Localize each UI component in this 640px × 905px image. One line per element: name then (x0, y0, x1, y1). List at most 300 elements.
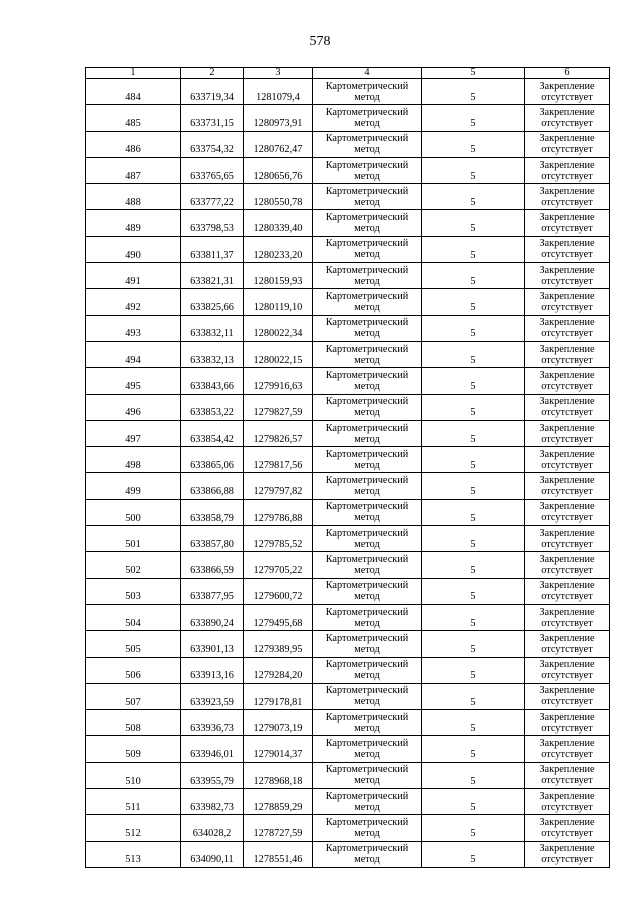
method-line1: Картометрический (325, 369, 409, 381)
fixing-cell (525, 263, 610, 289)
fixing-line2: отсутствует (541, 144, 593, 156)
accuracy-value: 5 (422, 815, 525, 841)
coordinate-y: 1278968,18 (244, 762, 313, 788)
fixing-line2: отсутствует (541, 591, 593, 603)
accuracy-value: 5 (422, 710, 525, 736)
coordinate-y: 1280233,20 (244, 236, 313, 262)
method-line2: метод (354, 433, 380, 445)
coordinate-x: 633877,95 (181, 578, 244, 604)
fixing-line2: отсутствует (541, 407, 593, 419)
method-line2: метод (354, 459, 380, 471)
point-number: 503 (86, 578, 181, 604)
table-row (86, 263, 610, 289)
fixing-line2: отсутствует (541, 223, 593, 235)
fixing-line1: Закрепление (539, 291, 595, 303)
method-line1: Картометрический (325, 448, 409, 460)
point-number: 509 (86, 736, 181, 762)
table-row (86, 184, 610, 210)
fixing-line1: Закрепление (539, 553, 595, 565)
method-cell (313, 841, 422, 867)
coordinate-x: 633798,53 (181, 210, 244, 236)
point-number: 485 (86, 105, 181, 131)
fixing-cell (525, 815, 610, 841)
column-header-4: 4 (313, 68, 422, 79)
method-cell (313, 683, 422, 709)
method-line1: Картометрический (325, 396, 409, 408)
coordinate-y: 1280762,47 (244, 131, 313, 157)
method-line2: метод (354, 591, 380, 603)
method-line2: метод (354, 486, 380, 498)
fixing-line1: Закрепление (539, 606, 595, 618)
method-line2: метод (354, 827, 380, 839)
method-cell (313, 341, 422, 367)
coordinate-x: 634028,2 (181, 815, 244, 841)
fixing-line1: Закрепление (539, 816, 595, 828)
point-number: 497 (86, 420, 181, 446)
coordinate-x: 633843,66 (181, 368, 244, 394)
table-row (86, 683, 610, 709)
coordinate-y: 1279705,22 (244, 552, 313, 578)
method-line1: Картометрический (325, 764, 409, 776)
column-header-5: 5 (422, 68, 525, 79)
fixing-line2: отсутствует (541, 170, 593, 182)
table-row (86, 841, 610, 867)
point-number: 491 (86, 263, 181, 289)
method-line1: Картометрический (325, 632, 409, 644)
method-line2: метод (354, 249, 380, 261)
coordinate-x: 633854,42 (181, 420, 244, 446)
fixing-line2: отсутствует (541, 512, 593, 524)
table-row (86, 131, 610, 157)
method-cell (313, 710, 422, 736)
fixing-line1: Закрепление (539, 659, 595, 671)
fixing-cell (525, 683, 610, 709)
point-number: 513 (86, 841, 181, 867)
coordinate-y: 1279826,57 (244, 420, 313, 446)
method-cell (313, 263, 422, 289)
fixing-line2: отсутствует (541, 854, 593, 866)
point-number: 508 (86, 710, 181, 736)
method-line2: метод (354, 380, 380, 392)
method-line1: Картометрический (325, 343, 409, 355)
fixing-line1: Закрепление (539, 133, 595, 145)
fixing-line1: Закрепление (539, 711, 595, 723)
fixing-line1: Закрепление (539, 185, 595, 197)
coordinate-y: 1281079,4 (244, 79, 313, 105)
accuracy-value: 5 (422, 499, 525, 525)
accuracy-value: 5 (422, 736, 525, 762)
coordinate-y: 1280022,34 (244, 315, 313, 341)
accuracy-value: 5 (422, 210, 525, 236)
coordinate-y: 1280159,93 (244, 263, 313, 289)
coordinate-x: 633731,15 (181, 105, 244, 131)
method-line2: метод (354, 144, 380, 156)
coordinate-y: 1279786,88 (244, 499, 313, 525)
accuracy-value: 5 (422, 289, 525, 315)
fixing-line1: Закрепление (539, 685, 595, 697)
page-number: 578 (309, 34, 331, 49)
accuracy-value: 5 (422, 368, 525, 394)
table-row (86, 447, 610, 473)
table-row (86, 604, 610, 630)
method-line2: метод (354, 749, 380, 761)
table-row (86, 341, 610, 367)
method-cell (313, 473, 422, 499)
table-row (86, 631, 610, 657)
fixing-line2: отсутствует (541, 249, 593, 261)
accuracy-value: 5 (422, 762, 525, 788)
fixing-line1: Закрепление (539, 501, 595, 513)
table-row (86, 105, 610, 131)
coordinate-x: 633853,22 (181, 394, 244, 420)
fixing-line1: Закрепление (539, 580, 595, 592)
method-cell (313, 447, 422, 473)
method-line1: Картометрический (325, 738, 409, 750)
table-row (86, 473, 610, 499)
fixing-cell (525, 447, 610, 473)
fixing-line2: отсутствует (541, 801, 593, 813)
coordinate-y: 1279014,37 (244, 736, 313, 762)
coordinate-x: 633866,88 (181, 473, 244, 499)
coordinate-y: 1280973,91 (244, 105, 313, 131)
accuracy-value: 5 (422, 841, 525, 867)
method-line1: Картометрический (325, 527, 409, 539)
coordinate-x: 633890,24 (181, 604, 244, 630)
fixing-cell (525, 604, 610, 630)
method-line2: метод (354, 223, 380, 235)
coordinate-x: 633946,01 (181, 736, 244, 762)
point-number: 493 (86, 315, 181, 341)
fixing-cell (525, 341, 610, 367)
coordinate-x: 634090,11 (181, 841, 244, 867)
fixing-line1: Закрепление (539, 238, 595, 250)
table-row (86, 736, 610, 762)
accuracy-value: 5 (422, 420, 525, 446)
method-line1: Картометрический (325, 422, 409, 434)
fixing-line1: Закрепление (539, 264, 595, 276)
fixing-line2: отсутствует (541, 538, 593, 550)
coordinate-y: 1279284,20 (244, 657, 313, 683)
fixing-line1: Закрепление (539, 448, 595, 460)
coordinate-y: 1280022,15 (244, 341, 313, 367)
fixing-line2: отсутствует (541, 617, 593, 629)
coordinate-x: 633955,79 (181, 762, 244, 788)
point-number: 505 (86, 631, 181, 657)
fixing-line1: Закрепление (539, 632, 595, 644)
accuracy-value: 5 (422, 683, 525, 709)
fixing-line2: отсутствует (541, 117, 593, 129)
table-row (86, 789, 610, 815)
method-cell (313, 631, 422, 657)
fixing-line2: отсутствует (541, 433, 593, 445)
accuracy-value: 5 (422, 631, 525, 657)
fixing-cell (525, 157, 610, 183)
point-number: 487 (86, 157, 181, 183)
method-cell (313, 289, 422, 315)
method-line1: Картометрический (325, 475, 409, 487)
fixing-line1: Закрепление (539, 396, 595, 408)
fixing-line1: Закрепление (539, 106, 595, 118)
fixing-cell (525, 315, 610, 341)
fixing-line1: Закрепление (539, 475, 595, 487)
fixing-cell (525, 631, 610, 657)
point-number: 492 (86, 289, 181, 315)
point-number: 501 (86, 526, 181, 552)
method-cell (313, 552, 422, 578)
coordinate-x: 633913,16 (181, 657, 244, 683)
method-line1: Картометрический (325, 685, 409, 697)
accuracy-value: 5 (422, 131, 525, 157)
coordinate-y: 1280119,10 (244, 289, 313, 315)
method-line2: метод (354, 775, 380, 787)
point-number: 494 (86, 341, 181, 367)
fixing-line1: Закрепление (539, 317, 595, 329)
fixing-line1: Закрепление (539, 422, 595, 434)
method-cell (313, 315, 422, 341)
method-line2: метод (354, 801, 380, 813)
coordinate-y: 1280339,40 (244, 210, 313, 236)
fixing-cell (525, 394, 610, 420)
point-number: 490 (86, 236, 181, 262)
table-row (86, 710, 610, 736)
method-cell (313, 131, 422, 157)
method-cell (313, 184, 422, 210)
table-row (86, 368, 610, 394)
accuracy-value: 5 (422, 105, 525, 131)
method-line1: Картометрический (325, 790, 409, 802)
table-row (86, 157, 610, 183)
method-line1: Картометрический (325, 291, 409, 303)
table-row (86, 210, 610, 236)
fixing-cell (525, 789, 610, 815)
coordinate-x: 633811,37 (181, 236, 244, 262)
fixing-line1: Закрепление (539, 369, 595, 381)
coordinate-x: 633821,31 (181, 263, 244, 289)
table-row (86, 236, 610, 262)
coordinate-x: 633825,66 (181, 289, 244, 315)
accuracy-value: 5 (422, 604, 525, 630)
method-line1: Картометрический (325, 80, 409, 92)
point-number: 495 (86, 368, 181, 394)
point-number: 512 (86, 815, 181, 841)
fixing-line1: Закрепление (539, 790, 595, 802)
fixing-line1: Закрепление (539, 843, 595, 855)
method-line2: метод (354, 854, 380, 866)
fixing-cell (525, 526, 610, 552)
fixing-line2: отсутствует (541, 275, 593, 287)
coordinate-x: 633866,59 (181, 552, 244, 578)
accuracy-value: 5 (422, 236, 525, 262)
coordinate-x: 633936,73 (181, 710, 244, 736)
point-number: 499 (86, 473, 181, 499)
coordinate-y: 1279178,81 (244, 683, 313, 709)
coordinate-x: 633832,13 (181, 341, 244, 367)
table-row (86, 79, 610, 105)
table-row (86, 815, 610, 841)
table-row (86, 315, 610, 341)
fixing-cell (525, 710, 610, 736)
method-line2: метод (354, 512, 380, 524)
point-number: 507 (86, 683, 181, 709)
coordinate-y: 1279600,72 (244, 578, 313, 604)
coordinate-x: 633865,06 (181, 447, 244, 473)
fixing-line2: отсутствует (541, 722, 593, 734)
coordinate-y: 1278551,46 (244, 841, 313, 867)
point-number: 506 (86, 657, 181, 683)
fixing-line1: Закрепление (539, 527, 595, 539)
fixing-cell (525, 210, 610, 236)
coordinate-y: 1278727,59 (244, 815, 313, 841)
fixing-cell (525, 736, 610, 762)
fixing-line2: отсутствует (541, 564, 593, 576)
coordinate-x: 633923,59 (181, 683, 244, 709)
method-line2: метод (354, 302, 380, 314)
method-line2: метод (354, 196, 380, 208)
method-line2: метод (354, 117, 380, 129)
fixing-line2: отсутствует (541, 670, 593, 682)
accuracy-value: 5 (422, 526, 525, 552)
fixing-cell (525, 236, 610, 262)
coordinate-y: 1279389,95 (244, 631, 313, 657)
fixing-cell (525, 473, 610, 499)
method-line2: метод (354, 643, 380, 655)
fixing-cell (525, 79, 610, 105)
method-cell (313, 79, 422, 105)
point-number: 486 (86, 131, 181, 157)
method-line2: метод (354, 407, 380, 419)
method-cell (313, 578, 422, 604)
fixing-line1: Закрепление (539, 80, 595, 92)
column-header-6: 6 (525, 68, 610, 79)
accuracy-value: 5 (422, 552, 525, 578)
point-number: 488 (86, 184, 181, 210)
fixing-cell (525, 657, 610, 683)
accuracy-value: 5 (422, 157, 525, 183)
fixing-line2: отсутствует (541, 380, 593, 392)
coordinate-x: 633719,34 (181, 79, 244, 105)
coordinate-y: 1278859,29 (244, 789, 313, 815)
method-line1: Картометрический (325, 238, 409, 250)
coordinate-y: 1279785,52 (244, 526, 313, 552)
fixing-line2: отсутствует (541, 354, 593, 366)
fixing-cell (525, 105, 610, 131)
method-line1: Картометрический (325, 501, 409, 513)
accuracy-value: 5 (422, 657, 525, 683)
method-cell (313, 210, 422, 236)
method-line1: Картометрический (325, 185, 409, 197)
table-row (86, 526, 610, 552)
coordinate-x: 633857,80 (181, 526, 244, 552)
method-cell (313, 657, 422, 683)
coordinate-y: 1279073,19 (244, 710, 313, 736)
coordinate-y: 1279827,59 (244, 394, 313, 420)
table-row (86, 420, 610, 446)
coordinate-x: 633754,32 (181, 131, 244, 157)
method-cell (313, 604, 422, 630)
method-line2: метод (354, 170, 380, 182)
method-line1: Картометрический (325, 159, 409, 171)
method-cell (313, 236, 422, 262)
fixing-cell (525, 841, 610, 867)
table-row (86, 552, 610, 578)
fixing-cell (525, 552, 610, 578)
fixing-line1: Закрепление (539, 764, 595, 776)
method-line2: метод (354, 564, 380, 576)
method-cell (313, 499, 422, 525)
method-line2: метод (354, 670, 380, 682)
accuracy-value: 5 (422, 394, 525, 420)
method-cell (313, 394, 422, 420)
table-row (86, 762, 610, 788)
point-number: 502 (86, 552, 181, 578)
accuracy-value: 5 (422, 447, 525, 473)
fixing-line2: отсутствует (541, 486, 593, 498)
coordinate-x: 633982,73 (181, 789, 244, 815)
fixing-cell (525, 368, 610, 394)
accuracy-value: 5 (422, 341, 525, 367)
table-row (86, 499, 610, 525)
method-line2: метод (354, 91, 380, 103)
method-cell (313, 157, 422, 183)
fixing-cell (525, 499, 610, 525)
method-line1: Картометрический (325, 106, 409, 118)
method-line1: Картометрический (325, 133, 409, 145)
coordinate-x: 633765,65 (181, 157, 244, 183)
method-cell (313, 736, 422, 762)
coordinate-x: 633858,79 (181, 499, 244, 525)
fixing-cell (525, 578, 610, 604)
method-line2: метод (354, 722, 380, 734)
column-header-2: 2 (181, 68, 244, 79)
coordinate-y: 1279797,82 (244, 473, 313, 499)
fixing-line2: отсутствует (541, 749, 593, 761)
fixing-cell (525, 420, 610, 446)
fixing-line2: отсутствует (541, 827, 593, 839)
point-number: 500 (86, 499, 181, 525)
fixing-line1: Закрепление (539, 159, 595, 171)
method-cell (313, 526, 422, 552)
coordinate-y: 1280656,76 (244, 157, 313, 183)
fixing-line2: отсутствует (541, 643, 593, 655)
column-header-3: 3 (244, 68, 313, 79)
coordinate-y: 1279495,68 (244, 604, 313, 630)
fixing-line1: Закрепление (539, 343, 595, 355)
method-line2: метод (354, 617, 380, 629)
accuracy-value: 5 (422, 789, 525, 815)
fixing-cell (525, 184, 610, 210)
method-line2: метод (354, 328, 380, 340)
table-row (86, 289, 610, 315)
method-line2: метод (354, 275, 380, 287)
method-line1: Картометрический (325, 816, 409, 828)
accuracy-value: 5 (422, 578, 525, 604)
fixing-line1: Закрепление (539, 738, 595, 750)
method-line1: Картометрический (325, 580, 409, 592)
method-line1: Картометрический (325, 659, 409, 671)
method-line1: Картометрический (325, 264, 409, 276)
point-number: 484 (86, 79, 181, 105)
coordinates-table (85, 67, 610, 868)
method-line1: Картометрический (325, 212, 409, 224)
table-row (86, 657, 610, 683)
fixing-line2: отсутствует (541, 302, 593, 314)
fixing-line2: отсутствует (541, 775, 593, 787)
point-number: 510 (86, 762, 181, 788)
table-header-row (86, 68, 610, 79)
coordinate-y: 1279916,63 (244, 368, 313, 394)
coordinate-x: 633832,11 (181, 315, 244, 341)
fixing-line1: Закрепление (539, 212, 595, 224)
